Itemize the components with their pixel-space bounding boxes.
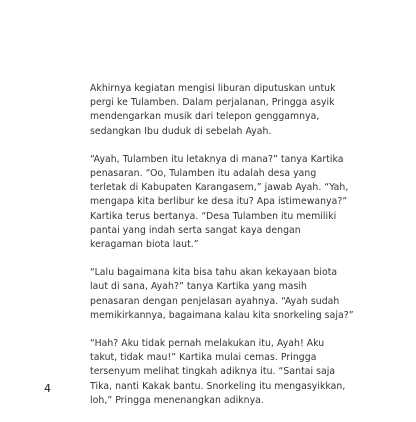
text-line: Akhirnya kegiatan mengisi liburan diputuskan untuk — [90, 83, 336, 94]
text-line: Kartika terus bertanya. “Desa Tulamben itu memiliki — [90, 210, 337, 222]
text-line: “Lalu bagaimana kita bisa tahu akan kekayaan biota — [90, 267, 338, 279]
text-line: “Ayah, Tulamben itu letaknya di mana?” tanya Kartika — [90, 153, 344, 165]
text-line: mendengarkan musik dari telepon genggamnya, — [90, 111, 320, 123]
text-line: “Hah? Aku tidak pernah melakukan itu, Ayah! Aku — [90, 338, 325, 350]
page-number: 4 — [44, 382, 51, 395]
paragraph-3 — [90, 266, 354, 323]
text-line: memikirkannya, bagaimana kalau kita snorkeling saja?” — [90, 309, 354, 321]
text-line: penasaran dengan penjelasan ayahnya. “Ayah sudah — [90, 295, 340, 307]
text-line: terletak di Kabupaten Karangasem,” jawab Ayah. “Yah, — [90, 182, 349, 194]
text-line: laut di sana, Ayah?” tanya Kartika yang masih — [90, 281, 307, 293]
text-line: keragaman biota laut.” — [90, 239, 199, 251]
text-line: penasaran. “Oo, Tulamben itu adalah desa yang — [90, 168, 317, 180]
text-line: tersenyum melihat tingkah adiknya itu. “Santai saja — [90, 366, 336, 378]
text-line: mengapa kita berlibur ke desa itu? Apa istimewanya?” — [90, 196, 348, 208]
paragraph-4 — [90, 337, 346, 408]
paragraph-1 — [90, 82, 340, 139]
story-text — [90, 82, 354, 422]
text-line: Tika, nanti Kakak bantu. Snorkeling itu mengasyikkan, — [90, 380, 346, 392]
paragraph-2 — [90, 153, 349, 252]
text-line: sedangkan Ibu duduk di sebelah Ayah. — [90, 125, 272, 137]
text-line: takut, tidak mau!” Kartika mulai cemas. Pringga — [90, 352, 317, 364]
text-line: pantai yang indah serta sangat kaya dengan — [90, 224, 301, 236]
text-line: pergi ke Tulamben. Dalam perjalanan, Pringga asyik — [90, 97, 335, 109]
text-line: loh,” Pringga menenangkan adiknya. — [90, 394, 264, 406]
